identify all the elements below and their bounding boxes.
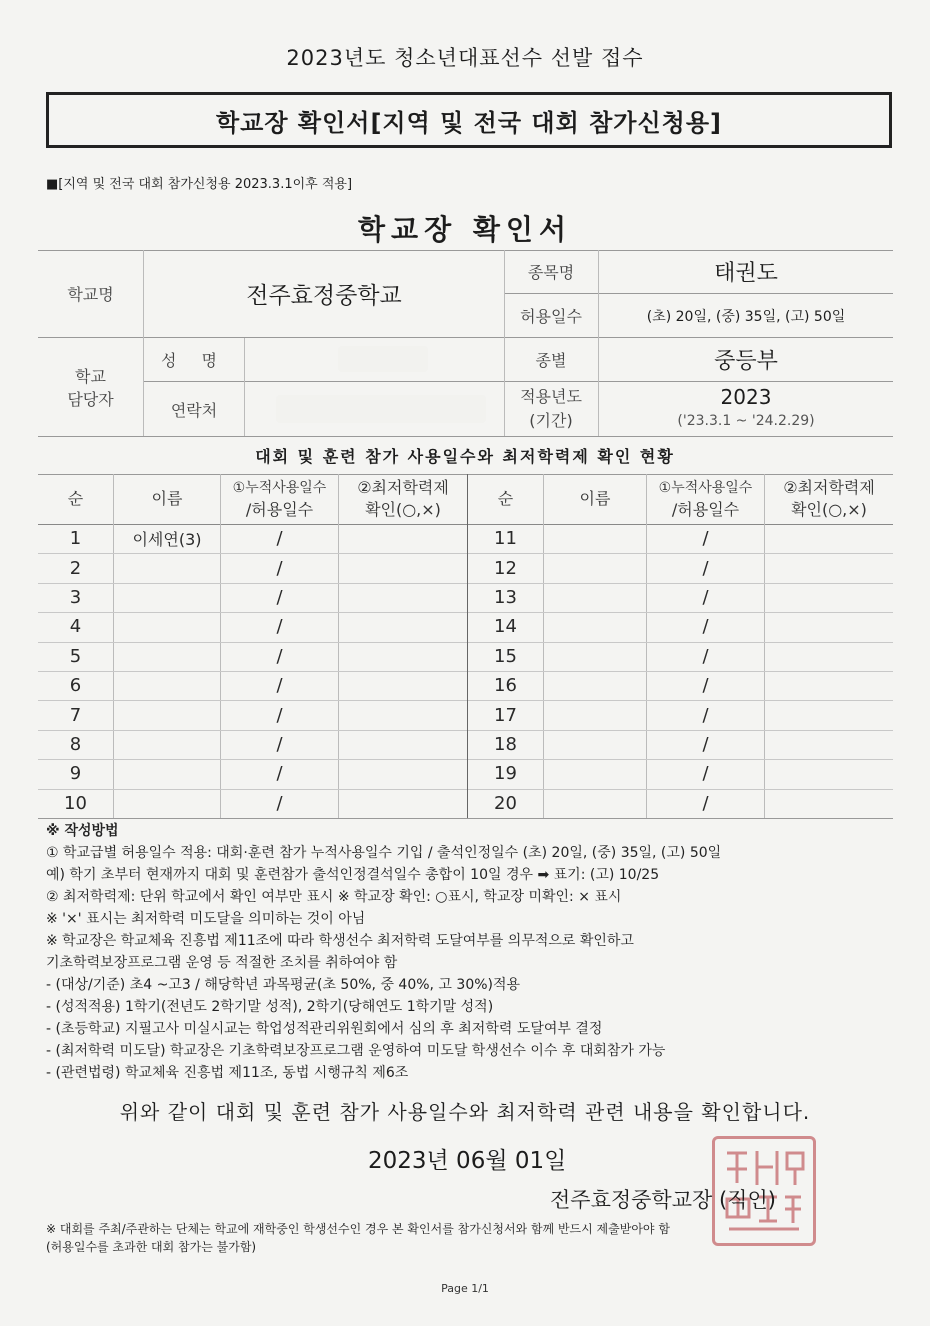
methods-title: ※ 작성방법 bbox=[46, 823, 119, 839]
year-value: 2023 bbox=[720, 385, 772, 409]
row-check-left bbox=[339, 553, 467, 582]
row-days-right: / bbox=[702, 586, 709, 608]
row-number-left: 3 bbox=[69, 586, 82, 608]
manager-label-line1: 학교 bbox=[75, 367, 106, 386]
row-days-left: / bbox=[276, 763, 283, 785]
row-number-right: 11 bbox=[494, 528, 517, 550]
row-name-left bbox=[114, 700, 220, 729]
row-days-left: / bbox=[276, 645, 283, 667]
row-check-left bbox=[339, 789, 467, 818]
grid-header-days-line2: /허용일수 bbox=[245, 500, 314, 519]
manager-label-line2: 담당자 bbox=[67, 390, 114, 409]
grid-header-days-line1-r: ①누적사용일수 bbox=[658, 480, 753, 496]
row-days-right: / bbox=[702, 792, 709, 814]
row-check-right bbox=[765, 700, 893, 729]
row-days-right: / bbox=[702, 733, 709, 755]
grid-header-check-line1: ②최저학력제 bbox=[357, 478, 449, 497]
row-number-right: 20 bbox=[494, 792, 517, 814]
row-days-left: / bbox=[276, 792, 283, 814]
row-number-right: 19 bbox=[494, 763, 517, 785]
row-number-left: 9 bbox=[69, 763, 82, 785]
row-name-right bbox=[544, 553, 646, 582]
row-name-left bbox=[114, 789, 220, 818]
row-number-right: 18 bbox=[494, 733, 517, 755]
grid-header-check-line1-r: ②최저학력제 bbox=[783, 478, 875, 497]
row-days-right: / bbox=[702, 616, 709, 638]
row-days-left: / bbox=[276, 586, 283, 608]
grid-header-check-right bbox=[765, 474, 893, 524]
methods-line: ※ 학교장은 학교체육 진흥법 제11조에 따라 학생선수 최저학력 도달여부를 의무적으로 확인하고 bbox=[46, 933, 634, 949]
row-number-right: 15 bbox=[494, 645, 517, 667]
grid-header-check-line2: 확인(○,×) bbox=[365, 500, 441, 519]
row-check-left bbox=[339, 612, 467, 641]
methods-line: - (대상/기준) 초4 ~고3 / 해당학년 과목평균(초 50%, 중 40%, 고 30%)적용 bbox=[46, 977, 521, 993]
allowed-days-label: 허용일수 bbox=[520, 307, 582, 326]
row-name-left bbox=[114, 553, 220, 582]
row-name-right bbox=[544, 583, 646, 612]
section-title: 대회 및 훈련 참가 사용일수와 최저학력제 확인 현황 bbox=[255, 447, 675, 466]
grid-header-check-line2-r: 확인(○,×) bbox=[791, 500, 867, 519]
manager-name-label: 성 명 bbox=[161, 351, 227, 370]
grid-header-name-right: 이름 bbox=[579, 489, 611, 508]
row-check-left bbox=[339, 730, 467, 759]
row-number-left: 4 bbox=[69, 616, 82, 638]
grid-header-no-left: 순 bbox=[67, 489, 84, 508]
form-box-title: 학교장 확인서[지역 및 전국 대회 참가신청용] bbox=[46, 92, 892, 148]
row-check-right bbox=[765, 671, 893, 700]
row-days-left: / bbox=[276, 616, 283, 638]
row-number-left: 7 bbox=[69, 704, 82, 726]
grid-header-days-line1: ①누적사용일수 bbox=[232, 480, 327, 496]
row-check-right bbox=[765, 730, 893, 759]
row-check-right bbox=[765, 553, 893, 582]
confirmation-statement: 위와 같이 대회 및 훈련 참가 사용일수와 최저학력 관련 내용을 확인합니다. bbox=[119, 1100, 811, 1124]
row-check-left bbox=[339, 524, 467, 553]
row-number-right: 17 bbox=[494, 704, 517, 726]
footnote-line: ※ 대회를 주최/주관하는 단체는 학교에 재학중인 학생선수인 경우 본 확인서를 참가신청서와 함께 반드시 제출받아야 함 bbox=[46, 1222, 670, 1236]
row-check-right bbox=[765, 612, 893, 641]
division-label: 종별 bbox=[535, 351, 567, 370]
grid-header-days-left bbox=[221, 474, 338, 524]
grid-header-days-right bbox=[647, 474, 764, 524]
row-days-right: / bbox=[702, 704, 709, 726]
row-name-right bbox=[544, 759, 646, 788]
top-title: 2023년도 청소년대표선수 선발 접수 bbox=[286, 46, 644, 70]
row-check-left bbox=[339, 671, 467, 700]
row-number-right: 16 bbox=[494, 675, 517, 697]
row-number-left: 6 bbox=[69, 675, 82, 697]
row-days-left: / bbox=[276, 704, 283, 726]
methods-line: - (관련법령) 학교체육 진흥법 제11조, 동법 시행규칙 제6조 bbox=[46, 1065, 409, 1081]
methods-line: 예) 학기 초부터 현재까지 대회 및 훈련참가 출석인정결석일수 총합이 10일 경우 ➡ 표기: (고) 10/25 bbox=[46, 867, 660, 883]
page-number: Page 1/1 bbox=[441, 1282, 489, 1295]
writing-method bbox=[46, 820, 906, 1084]
grid-header-check-left bbox=[339, 474, 467, 524]
year-label-line2: (기간) bbox=[529, 411, 573, 430]
methods-line: ※ '×' 표시는 최저학력 미도달을 의미하는 것이 아님 bbox=[46, 911, 366, 927]
methods-line: - (초등학교) 지필고사 미실시교는 학업성적관리위원회에서 심의 후 최저학력 도달여부 결정 bbox=[46, 1021, 603, 1037]
manager-label bbox=[38, 338, 143, 436]
row-name-right bbox=[544, 730, 646, 759]
document-title: 학교장 확인서 bbox=[357, 213, 573, 246]
row-days-right: / bbox=[702, 557, 709, 579]
school-name-label: 학교명 bbox=[67, 285, 114, 304]
row-check-right bbox=[765, 583, 893, 612]
manager-contact-label: 연락처 bbox=[170, 400, 218, 420]
redacted-contact bbox=[276, 395, 486, 423]
row-name-right bbox=[544, 612, 646, 641]
division-value: 중등부 bbox=[714, 349, 778, 374]
row-name-left bbox=[114, 730, 220, 759]
redacted-name bbox=[338, 346, 428, 372]
row-name-right bbox=[544, 642, 646, 671]
row-name-left bbox=[114, 759, 220, 788]
row-number-right: 14 bbox=[494, 616, 517, 638]
row-number-right: 12 bbox=[494, 557, 517, 579]
grid-header-days-line2-r: /허용일수 bbox=[671, 500, 740, 519]
row-days-right: / bbox=[702, 645, 709, 667]
row-check-right bbox=[765, 759, 893, 788]
row-number-left: 10 bbox=[64, 792, 87, 814]
row-name-right bbox=[544, 524, 646, 553]
footnote bbox=[46, 1220, 906, 1256]
row-number-left: 5 bbox=[69, 645, 82, 667]
row-number-left: 1 bbox=[69, 528, 82, 550]
row-days-left: / bbox=[276, 528, 283, 550]
row-check-left bbox=[339, 642, 467, 671]
event-value: 태권도 bbox=[714, 261, 778, 286]
row-number-right: 13 bbox=[494, 586, 517, 608]
row-number-left: 2 bbox=[69, 557, 82, 579]
row-name-left bbox=[114, 642, 220, 671]
methods-line: - (최저학력 미도달) 학교장은 기초학력보장프로그램 운영하여 미도달 학생선수 이수 후 대회참가 가능 bbox=[46, 1043, 666, 1059]
row-days-left: / bbox=[276, 733, 283, 755]
row-name-left: 이세연(3) bbox=[132, 530, 202, 550]
signer: 전주효정중학교장 (직인) bbox=[550, 1188, 776, 1212]
row-name-right bbox=[544, 671, 646, 700]
participation-grid bbox=[38, 474, 893, 818]
row-check-left bbox=[339, 759, 467, 788]
form-note: ■[지역 및 전국 대회 참가신청용 2023.3.1이후 적용] bbox=[46, 177, 353, 192]
allowed-days-value: (초) 20일, (중) 35일, (고) 50일 bbox=[646, 308, 846, 325]
row-name-left bbox=[114, 671, 220, 700]
row-name-left bbox=[114, 612, 220, 641]
year-value-cell bbox=[599, 382, 893, 436]
row-days-right: / bbox=[702, 763, 709, 785]
row-number-left: 8 bbox=[69, 733, 82, 755]
issue-date: 2023년 06월 01일 bbox=[368, 1148, 567, 1174]
row-check-right bbox=[765, 642, 893, 671]
row-name-left bbox=[114, 583, 220, 612]
row-days-right: / bbox=[702, 528, 709, 550]
footnote-line: (허용일수를 초과한 대회 참가는 불가함) bbox=[46, 1240, 257, 1254]
year-label bbox=[504, 382, 598, 436]
methods-line: 기초학력보장프로그램 운영 등 적절한 조치를 취하여야 함 bbox=[46, 955, 398, 971]
info-table bbox=[38, 250, 893, 436]
event-label: 종목명 bbox=[527, 263, 575, 282]
grid-header-name-left: 이름 bbox=[151, 489, 183, 508]
row-check-left bbox=[339, 700, 467, 729]
row-days-left: / bbox=[276, 675, 283, 697]
row-name-right bbox=[544, 789, 646, 818]
year-label-line1: 적용년도 bbox=[520, 387, 582, 406]
row-check-left bbox=[339, 583, 467, 612]
row-days-right: / bbox=[702, 675, 709, 697]
year-period: ('23.3.1 ~ '24.2.29) bbox=[677, 413, 815, 429]
row-name-right bbox=[544, 700, 646, 729]
row-days-left: / bbox=[276, 557, 283, 579]
methods-line: ① 학교급별 허용일수 적용: 대회·훈련 참가 누적사용일수 기입 / 출석인정일수 (초) 20일, (중) 35일, (고) 50일 bbox=[46, 845, 722, 861]
methods-line: - (성적적용) 1학기(전년도 2학기말 성적), 2학기(당해연도 1학기말 성적) bbox=[46, 999, 494, 1015]
row-check-right bbox=[765, 524, 893, 553]
row-check-right bbox=[765, 789, 893, 818]
grid-header-no-right: 순 bbox=[497, 489, 514, 508]
school-name-value: 전주효정중학교 bbox=[246, 283, 402, 309]
methods-line: ② 최저학력제: 단위 학교에서 확인 여부만 표시 ※ 학교장 확인: ○표시, 학교장 미확인: × 표시 bbox=[46, 889, 622, 905]
